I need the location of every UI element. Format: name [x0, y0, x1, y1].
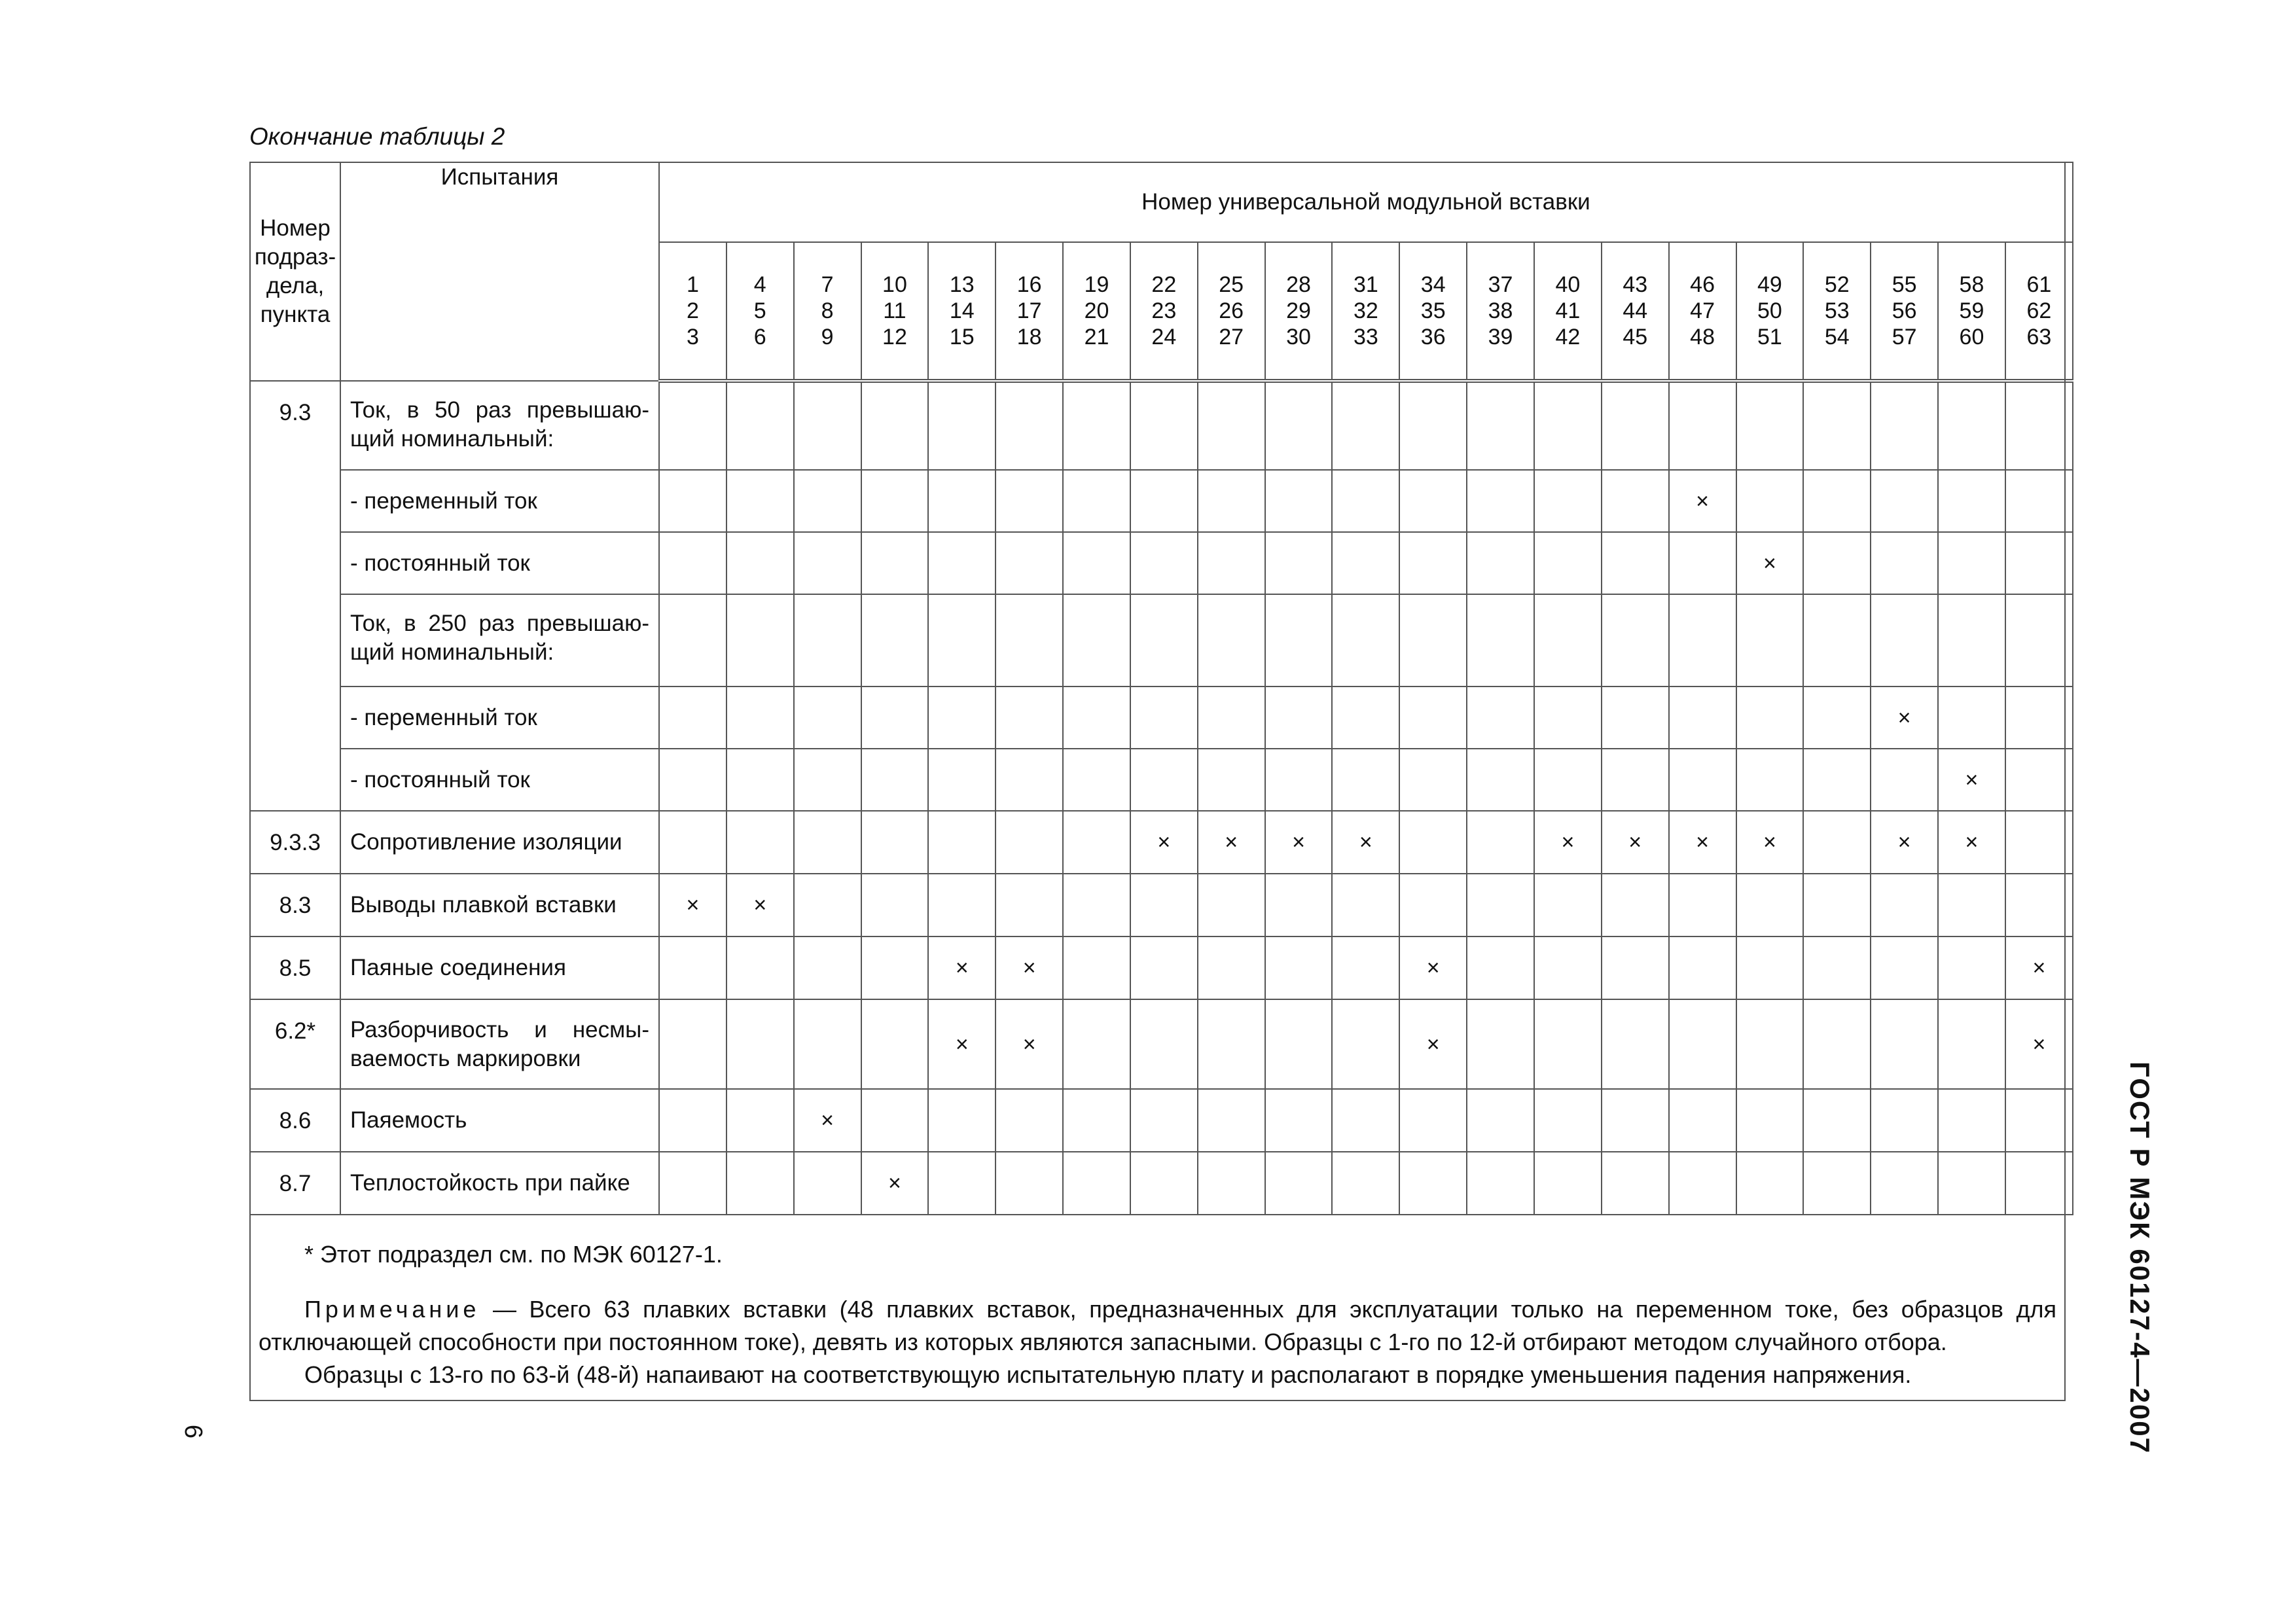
column-number: 62	[2026, 298, 2052, 323]
cross-mark: ×	[2032, 955, 2046, 980]
test-name: - переменный ток	[340, 470, 659, 532]
column-number: 19	[1084, 272, 1109, 297]
column-number: 38	[1488, 298, 1513, 323]
column-number: 6	[753, 325, 766, 349]
column-number: 2	[686, 298, 699, 323]
cross-mark: ×	[1763, 550, 1776, 576]
column-number: 1	[686, 272, 699, 297]
column-number: 24	[1151, 325, 1177, 349]
column-number: 46	[1690, 272, 1715, 297]
note-text: — Всего 63 плавких вставки (48 плавких вставок, предназначенных для эксплуатации только на переменном токе, без образцов для отключающей способности при постоянном токе), девять из которых являются запасными. Образцы с 1-го по 12-й отбирают методом случайного отбора.	[259, 1296, 2056, 1355]
column-number: 16	[1016, 272, 1042, 297]
header-group: Номер универсальной модульной вставки	[659, 162, 2073, 242]
cross-mark: ×	[2032, 1031, 2046, 1057]
column-number: 51	[1757, 325, 1782, 349]
column-number: 63	[2026, 325, 2052, 349]
column-number: 34	[1420, 272, 1446, 297]
column-number: 9	[821, 325, 834, 349]
header-tests: Испытания	[340, 162, 659, 381]
column-number: 37	[1488, 272, 1513, 297]
column-number: 42	[1555, 325, 1581, 349]
cross-mark: ×	[686, 893, 700, 918]
test-name: - постоянный ток	[340, 749, 659, 811]
column-number: 47	[1690, 298, 1715, 323]
column-number: 11	[883, 298, 906, 323]
column-number: 43	[1623, 272, 1648, 297]
column-number: 55	[1892, 272, 1917, 297]
column-number: 48	[1690, 325, 1715, 349]
column-number: 13	[949, 272, 975, 297]
column-number: 23	[1151, 298, 1177, 323]
note-label: Примечание	[304, 1296, 480, 1323]
section-number: 9.3	[250, 381, 340, 811]
column-number: 33	[1353, 325, 1378, 349]
cross-mark: ×	[1157, 830, 1171, 855]
column-number: 39	[1488, 325, 1513, 349]
column-number: 52	[1824, 272, 1850, 297]
cross-mark: ×	[1022, 955, 1036, 980]
test-name: Паяемость	[340, 1089, 659, 1152]
test-name: - переменный ток	[340, 687, 659, 749]
cross-mark: ×	[955, 1031, 969, 1057]
column-number: 22	[1151, 272, 1177, 297]
section-number: 8.5	[250, 936, 340, 999]
section-number: 9.3.3	[250, 811, 340, 874]
column-number: 60	[1959, 325, 1984, 349]
column-number: 44	[1623, 298, 1648, 323]
section-number: 8.6	[250, 1089, 340, 1152]
column-number: 50	[1757, 298, 1782, 323]
column-number: 17	[1016, 298, 1042, 323]
cross-mark: ×	[1965, 767, 1979, 793]
column-number: 3	[686, 325, 699, 349]
column-number: 18	[1016, 325, 1042, 349]
test-name: Ток, в 250 раз превышаю-щий номинальный:	[340, 594, 659, 687]
column-number: 53	[1824, 298, 1850, 323]
note-continuation: Образцы с 13-го по 63-й (48-й) напаивают на соответствующую испытательную плату и располагают в порядке уменьшения падения напряжения.	[304, 1361, 1912, 1388]
column-number: 20	[1084, 298, 1109, 323]
column-number: 49	[1757, 272, 1782, 297]
column-number: 27	[1219, 325, 1244, 349]
column-number: 35	[1420, 298, 1446, 323]
page-number: 6	[179, 1424, 207, 1439]
column-number: 12	[882, 325, 907, 349]
test-name: Разборчивость и несмы-ваемость маркировки	[340, 999, 659, 1089]
test-name: Паяные соединения	[340, 936, 659, 999]
cross-mark: ×	[955, 955, 969, 980]
cross-mark: ×	[1426, 1031, 1440, 1057]
document-designation: ГОСТ Р МЭК 60127-4—2007	[2125, 1061, 2155, 1454]
test-name: Выводы плавкой вставки	[340, 874, 659, 936]
cross-mark: ×	[1696, 488, 1709, 514]
cross-mark: ×	[1225, 830, 1238, 855]
cross-mark: ×	[1561, 830, 1575, 855]
test-name: - постоянный ток	[340, 532, 659, 594]
cross-mark: ×	[1022, 1031, 1036, 1057]
column-number: 10	[882, 272, 907, 297]
section-number: 6.2*	[250, 999, 340, 1089]
column-number: 31	[1353, 272, 1378, 297]
column-number: 56	[1892, 298, 1917, 323]
column-number: 41	[1555, 298, 1581, 323]
column-number: 7	[821, 272, 834, 297]
column-number: 30	[1286, 325, 1311, 349]
column-number: 5	[753, 298, 766, 323]
cross-mark: ×	[1897, 705, 1911, 730]
header-section: Номер подраз- дела, пункта	[250, 162, 340, 381]
test-name: Сопротивление изоляции	[340, 811, 659, 874]
column-number: 26	[1219, 298, 1244, 323]
footnote: * Этот подраздел см. по МЭК 60127-1.	[304, 1241, 723, 1268]
cross-mark: ×	[1426, 955, 1440, 980]
cross-mark: ×	[1763, 830, 1776, 855]
section-number: 8.3	[250, 874, 340, 936]
section-number: 8.7	[250, 1152, 340, 1215]
cross-mark: ×	[821, 1108, 834, 1133]
column-number: 45	[1623, 325, 1648, 349]
test-name: Ток, в 50 раз превышаю-щий номинальный:	[340, 381, 659, 470]
column-number: 8	[821, 298, 834, 323]
cross-mark: ×	[1696, 830, 1709, 855]
table-frame	[249, 162, 2066, 1401]
column-number: 32	[1353, 298, 1378, 323]
cross-mark: ×	[1292, 830, 1305, 855]
cross-mark: ×	[1897, 830, 1911, 855]
cross-mark: ×	[888, 1171, 901, 1196]
test-name: Теплостойкость при пайке	[340, 1152, 659, 1215]
column-number: 29	[1286, 298, 1311, 323]
cross-mark: ×	[753, 893, 767, 918]
column-number: 61	[2026, 272, 2052, 297]
column-number: 21	[1084, 325, 1109, 349]
column-number: 40	[1555, 272, 1581, 297]
column-number: 25	[1219, 272, 1244, 297]
column-number: 4	[753, 272, 766, 297]
column-number: 14	[949, 298, 975, 323]
column-number: 15	[949, 325, 975, 349]
column-number: 54	[1824, 325, 1850, 349]
column-number: 28	[1286, 272, 1311, 297]
cross-mark: ×	[1359, 830, 1372, 855]
cross-mark: ×	[1965, 830, 1979, 855]
column-number: 58	[1959, 272, 1984, 297]
column-number: 36	[1420, 325, 1446, 349]
column-number: 59	[1959, 298, 1984, 323]
cross-mark: ×	[1628, 830, 1642, 855]
column-number: 57	[1892, 325, 1917, 349]
table-caption: Окончание таблицы 2	[249, 123, 505, 150]
